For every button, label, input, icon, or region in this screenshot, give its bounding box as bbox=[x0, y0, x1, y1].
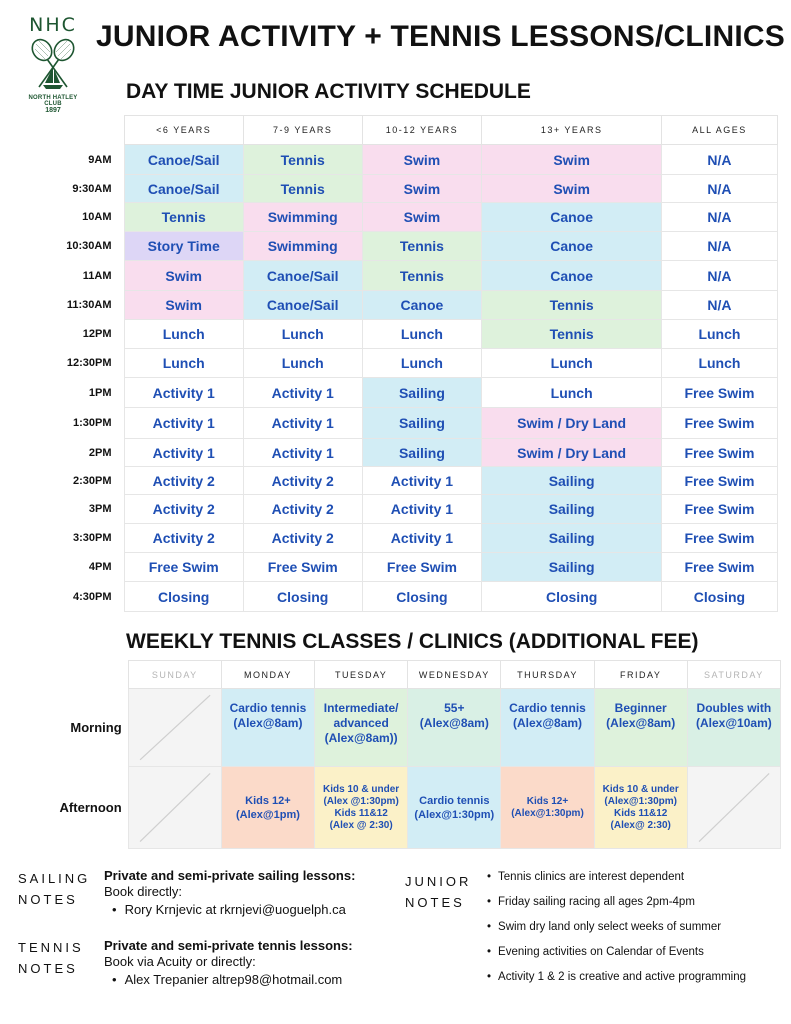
schedule-cell: Closing bbox=[124, 582, 243, 612]
daytime-schedule-table bbox=[50, 115, 778, 612]
morning-label: Morning bbox=[70, 720, 122, 735]
day-header: MONDAY bbox=[221, 661, 314, 689]
schedule-row bbox=[50, 524, 778, 553]
schedule-cell: Swim bbox=[362, 145, 482, 175]
time-label: 1:30PM bbox=[72, 417, 112, 429]
schedule-cell: Lunch bbox=[661, 320, 777, 349]
schedule-cell: Activity 1 bbox=[124, 378, 243, 408]
club-logo bbox=[20, 14, 86, 114]
class-text-line: Doubles with bbox=[696, 701, 772, 715]
time-label: 4:30PM bbox=[72, 590, 112, 603]
column-header: ALL AGES bbox=[661, 116, 777, 145]
schedule-cell: Lunch bbox=[243, 320, 362, 349]
junior-note-item: • Friday sailing racing all ages 2pm-4pm bbox=[487, 895, 746, 920]
class-text-line: (Alex@8am) bbox=[233, 716, 303, 730]
schedule-row bbox=[50, 145, 778, 175]
sailing-label-line1: SAILING bbox=[18, 871, 91, 886]
tennis-label-line2: NOTES bbox=[18, 961, 78, 976]
time-label: 9:30AM bbox=[72, 182, 112, 195]
class-text-line: Kids 10 & under bbox=[602, 783, 679, 795]
schedule-cell: Activity 2 bbox=[124, 467, 243, 495]
schedule-cell: N/A bbox=[661, 175, 777, 203]
schedule-row bbox=[50, 582, 778, 612]
class-text-line: Kids 11&12 bbox=[614, 807, 668, 819]
schedule-cell: Activity 1 bbox=[362, 467, 482, 495]
sailing-notes-label bbox=[18, 868, 90, 910]
tennis-class-cell bbox=[408, 767, 501, 849]
schedule-cell: Closing bbox=[482, 582, 662, 612]
crossed-rackets-sailboat-icon bbox=[27, 37, 79, 95]
time-label: 12:30PM bbox=[66, 357, 112, 369]
class-text-line: advanced bbox=[333, 716, 389, 730]
class-text-line: Kids 10 & under bbox=[323, 783, 400, 795]
diagonal-slash-icon bbox=[688, 767, 780, 848]
day-header: TUESDAY bbox=[315, 661, 408, 689]
schedule-row bbox=[50, 175, 778, 203]
schedule-cell: Tennis bbox=[124, 203, 243, 232]
schedule-cell: Sailing bbox=[482, 553, 662, 582]
class-text-line: (Alex@10am) bbox=[696, 716, 772, 730]
schedule-cell: Activity 1 bbox=[243, 408, 362, 439]
column-header: <6 YEARS bbox=[124, 116, 243, 145]
class-text-line: Kids 12+ bbox=[245, 794, 291, 807]
class-text-line: (Alex@1:30pm) bbox=[511, 807, 584, 819]
tennis-classes-table bbox=[50, 660, 781, 849]
time-label: 3PM bbox=[88, 503, 112, 515]
schedule-cell: Lunch bbox=[243, 349, 362, 378]
schedule-cell: Activity 2 bbox=[124, 495, 243, 524]
schedule-cell: Free Swim bbox=[243, 553, 362, 582]
tennis-class-cell bbox=[221, 689, 314, 767]
schedule-cell: Lunch bbox=[124, 349, 243, 378]
schedule-row bbox=[50, 349, 778, 378]
schedule-header-row bbox=[50, 116, 778, 145]
schedule-cell: Swim bbox=[362, 175, 482, 203]
schedule-cell: Sailing bbox=[482, 524, 662, 553]
time-label: 10AM bbox=[82, 211, 112, 223]
schedule-cell: Free Swim bbox=[124, 553, 243, 582]
schedule-cell: Tennis bbox=[482, 291, 662, 320]
schedule-cell: Swim bbox=[124, 261, 243, 291]
junior-note-item: • Swim dry land only select weeks of summer bbox=[487, 920, 746, 945]
schedule-row bbox=[50, 320, 778, 349]
page-title: JUNIOR ACTIVITY + TENNIS LESSONS/CLINICS bbox=[96, 20, 785, 53]
schedule-cell: Lunch bbox=[482, 349, 662, 378]
afternoon-label: Afternoon bbox=[59, 800, 122, 815]
class-text-line: Cardio tennis bbox=[419, 794, 490, 807]
day-header: THURSDAY bbox=[501, 661, 594, 689]
class-text-line: Intermediate/ bbox=[323, 701, 399, 715]
schedule-cell: Swimming bbox=[243, 232, 362, 261]
empty-slot bbox=[128, 689, 221, 767]
tennis-afternoon-row bbox=[50, 767, 781, 849]
schedule-row bbox=[50, 261, 778, 291]
sailing-notes-heading: Private and semi-private sailing lessons: bbox=[104, 868, 356, 883]
schedule-cell: N/A bbox=[661, 203, 777, 232]
day-header: FRIDAY bbox=[594, 661, 687, 689]
schedule-cell: Swim bbox=[482, 175, 662, 203]
sailing-notes bbox=[104, 868, 355, 918]
schedule-cell: Tennis bbox=[243, 145, 362, 175]
logo-year: 1897 bbox=[45, 107, 61, 114]
junior-label-line1: JUNIOR bbox=[405, 874, 472, 889]
tennis-class-cell bbox=[687, 689, 780, 767]
class-text-line: Cardio tennis bbox=[509, 701, 586, 715]
schedule-cell: Sailing bbox=[362, 408, 482, 439]
schedule-cell: Swim / Dry Land bbox=[482, 408, 662, 439]
schedule-cell: Lunch bbox=[362, 349, 482, 378]
schedule-cell: Free Swim bbox=[661, 467, 777, 495]
time-label: 12PM bbox=[82, 328, 112, 340]
class-text-line: (Alex@8am)) bbox=[324, 731, 398, 745]
schedule-cell: Canoe bbox=[482, 203, 662, 232]
sailing-contact: • Rory Krnjevic at rkrnjevi@uoguelph.ca bbox=[112, 902, 355, 918]
class-text-line: (Alex @1:30pm) bbox=[323, 795, 399, 807]
schedule-cell: Sailing bbox=[362, 378, 482, 408]
class-text-line: (Alex@1pm) bbox=[235, 808, 300, 821]
time-label: 11AM bbox=[82, 269, 112, 282]
schedule-cell: Swim bbox=[124, 291, 243, 320]
schedule-cell: Tennis bbox=[482, 320, 662, 349]
tennis-contact: • Alex Trepanier altrep98@hotmail.com bbox=[112, 972, 353, 988]
schedule-cell: Canoe bbox=[362, 291, 482, 320]
schedule-cell: Free Swim bbox=[661, 553, 777, 582]
sailing-notes-text: Book directly: bbox=[104, 884, 183, 899]
time-label: 2PM bbox=[88, 446, 112, 459]
schedule-cell: Lunch bbox=[124, 320, 243, 349]
class-text-line: (Alex@ 2:30) bbox=[610, 819, 671, 831]
header-corner bbox=[50, 116, 124, 145]
tennis-class-cell bbox=[501, 767, 594, 849]
schedule-cell: Swim / Dry Land bbox=[482, 439, 662, 467]
schedule-cell: N/A bbox=[661, 261, 777, 291]
diagonal-slash-icon bbox=[129, 689, 221, 766]
schedule-row bbox=[50, 203, 778, 232]
class-text-line: Beginner bbox=[614, 701, 667, 715]
schedule-cell: Closing bbox=[661, 582, 777, 612]
tennis-class-cell bbox=[221, 767, 314, 849]
schedule-cell: Tennis bbox=[362, 261, 482, 291]
logo-initials: NHC bbox=[29, 14, 77, 36]
logo-club-name: NORTH HATLEY CLUB bbox=[28, 95, 78, 107]
schedule-cell: Activity 2 bbox=[124, 524, 243, 553]
schedule-cell: Activity 1 bbox=[243, 439, 362, 467]
schedule-cell: Activity 1 bbox=[243, 378, 362, 408]
tennis-class-cell bbox=[594, 689, 687, 767]
time-label: 1PM bbox=[88, 386, 112, 399]
tennis-class-cell bbox=[315, 689, 408, 767]
schedule-cell: Activity 2 bbox=[243, 524, 362, 553]
schedule-cell: Canoe/Sail bbox=[124, 145, 243, 175]
time-label: 9AM bbox=[88, 153, 112, 166]
tennis-morning-row bbox=[50, 689, 781, 767]
tennis-label-line1: TENNIS bbox=[18, 940, 84, 955]
empty-slot bbox=[687, 767, 780, 849]
tennis-class-cell bbox=[594, 767, 687, 849]
schedule-cell: N/A bbox=[661, 145, 777, 175]
time-label: 4PM bbox=[88, 561, 112, 573]
junior-note-item: • Evening activities on Calendar of Events bbox=[487, 945, 746, 970]
schedule-cell: Closing bbox=[243, 582, 362, 612]
schedule-cell: Canoe/Sail bbox=[124, 175, 243, 203]
schedule-row bbox=[50, 232, 778, 261]
schedule-cell: Free Swim bbox=[661, 524, 777, 553]
time-label: 10:30AM bbox=[66, 240, 112, 252]
schedule-row bbox=[50, 467, 778, 495]
schedule-cell: N/A bbox=[661, 232, 777, 261]
day-header: WEDNESDAY bbox=[408, 661, 501, 689]
class-text-line: (Alex@1:30pm) bbox=[604, 795, 677, 807]
tennis-notes-text: Book via Acuity or directly: bbox=[104, 954, 256, 969]
class-text-line: 55+ bbox=[444, 701, 465, 715]
tennis-notes-heading: Private and semi-private tennis lessons: bbox=[104, 938, 353, 953]
schedule-row bbox=[50, 553, 778, 582]
day-header: SUNDAY bbox=[128, 661, 221, 689]
schedule-cell: Activity 1 bbox=[124, 408, 243, 439]
time-label: 11:30AM bbox=[66, 299, 112, 311]
schedule-row bbox=[50, 408, 778, 439]
schedule-cell: Activity 1 bbox=[362, 524, 482, 553]
column-header: 13+ YEARS bbox=[482, 116, 662, 145]
sailing-label-line2: NOTES bbox=[18, 892, 78, 907]
schedule-cell: Canoe/Sail bbox=[243, 261, 362, 291]
schedule-cell: Tennis bbox=[243, 175, 362, 203]
time-label: 2:30PM bbox=[72, 474, 112, 487]
schedule-cell: Tennis bbox=[362, 232, 482, 261]
schedule-cell: Canoe bbox=[482, 261, 662, 291]
tennis-classes-title: WEEKLY TENNIS CLASSES / CLINICS (ADDITIONAL FEE) bbox=[126, 630, 699, 653]
schedule-cell: Closing bbox=[362, 582, 482, 612]
class-text-line: (Alex @ 2:30) bbox=[329, 819, 393, 831]
class-text-line: Kids 12+ bbox=[526, 795, 569, 807]
empty-slot bbox=[128, 767, 221, 849]
class-text-line: (Alex@8am) bbox=[512, 716, 583, 730]
class-text-line: Cardio tennis bbox=[229, 701, 307, 715]
schedule-cell: Sailing bbox=[482, 495, 662, 524]
tennis-class-cell bbox=[315, 767, 408, 849]
schedule-cell: Sailing bbox=[362, 439, 482, 467]
schedule-cell: Free Swim bbox=[661, 495, 777, 524]
tennis-class-cell bbox=[408, 689, 501, 767]
schedule-row bbox=[50, 495, 778, 524]
schedule-cell: Story Time bbox=[124, 232, 243, 261]
schedule-cell: Lunch bbox=[362, 320, 482, 349]
schedule-cell: Swim bbox=[482, 145, 662, 175]
class-text-line: (Alex@8am) bbox=[606, 716, 676, 730]
column-header: 10-12 YEARS bbox=[362, 116, 482, 145]
daytime-schedule-title: DAY TIME JUNIOR ACTIVITY SCHEDULE bbox=[126, 80, 531, 103]
schedule-cell: Sailing bbox=[482, 467, 662, 495]
junior-note-item: • Tennis clinics are interest dependent bbox=[487, 870, 746, 895]
schedule-cell: Canoe/Sail bbox=[243, 291, 362, 320]
tennis-header-row bbox=[50, 661, 781, 689]
schedule-row bbox=[50, 378, 778, 408]
class-text-line: Kids 11&12 bbox=[334, 807, 388, 819]
schedule-cell: Free Swim bbox=[362, 553, 482, 582]
junior-notes-label bbox=[405, 871, 471, 913]
junior-notes-list bbox=[487, 870, 746, 995]
schedule-cell: Activity 1 bbox=[362, 495, 482, 524]
schedule-row bbox=[50, 291, 778, 320]
tennis-notes-label bbox=[18, 937, 84, 979]
schedule-cell: Lunch bbox=[661, 349, 777, 378]
day-header: SATURDAY bbox=[687, 661, 780, 689]
schedule-cell: Free Swim bbox=[661, 439, 777, 467]
tennis-notes bbox=[104, 938, 353, 988]
header-corner bbox=[50, 661, 128, 689]
junior-note-item: • Activity 1 & 2 is creative and active programming bbox=[487, 970, 746, 995]
column-header: 7-9 YEARS bbox=[243, 116, 362, 145]
class-text-line: (Alex@1:30pm) bbox=[414, 808, 495, 821]
schedule-cell: Free Swim bbox=[661, 408, 777, 439]
schedule-cell: N/A bbox=[661, 291, 777, 320]
time-label: 3:30PM bbox=[72, 532, 112, 544]
schedule-cell: Swimming bbox=[243, 203, 362, 232]
junior-label-line2: NOTES bbox=[405, 895, 465, 910]
class-text-line: (Alex@8am) bbox=[419, 716, 489, 730]
schedule-row bbox=[50, 439, 778, 467]
schedule-cell: Free Swim bbox=[661, 378, 777, 408]
schedule-cell: Activity 2 bbox=[243, 495, 362, 524]
schedule-cell: Swim bbox=[362, 203, 482, 232]
schedule-cell: Activity 1 bbox=[124, 439, 243, 467]
tennis-class-cell bbox=[501, 689, 594, 767]
diagonal-slash-icon bbox=[129, 767, 221, 848]
schedule-cell: Lunch bbox=[482, 378, 662, 408]
schedule-cell: Canoe bbox=[482, 232, 662, 261]
schedule-cell: Activity 2 bbox=[243, 467, 362, 495]
